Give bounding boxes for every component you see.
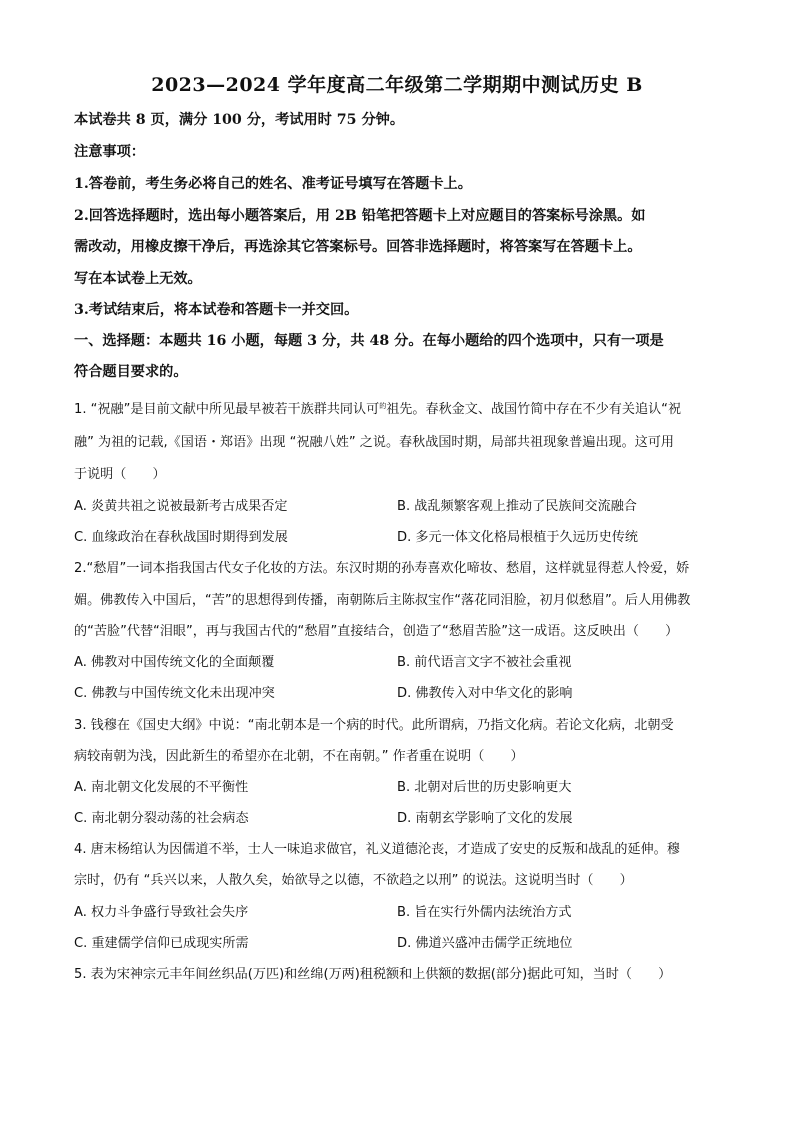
question-2-option-c: C. 佛教与中国传统文化未出现冲突 [74,686,275,701]
question-3-stem-line-1: 3. 钱穆在《国史大纲》中说：“南北朝本是一个病的时代。此所谓病，乃指文化病。若论文化病，北朝受 [74,718,674,733]
question-1-text-a: 1. “祝融”是目前文献中所见最早被若干族群共同认可 [74,402,380,417]
page-title: 2023—2024 学年度高二年级第二学期期中测试历史 B [151,74,643,96]
question-4-stem-line-2: 宗时，仍有 “兵兴以来，人散久矣，始欲导之以德，不欲趋之以刑” 的说法。这说明当时（ ） [74,873,633,888]
question-3-option-c: C. 南北朝分裂动荡的社会病态 [74,811,249,826]
question-2-stem-line-3: 的“苦脸”代替“泪眼”，再与我国古代的“愁眉”直接结合，创造了“愁眉苦脸”这一成语。这反映出（ ） [74,624,679,639]
notice-item-2-line-3: 写在本试卷上无效。 [74,271,202,287]
question-3-option-b: B. 北朝对后世的历史影响更大 [397,780,572,795]
section-1-heading-line-2: 符合题目要求的。 [74,364,188,380]
notice-item-2-line-2: 需改动，用橡皮擦干净后，再选涂其它答案标号。回答非选择题时，将答案写在答题卡上。 [74,239,642,255]
question-4-option-b: B. 旨在实行外儒内法统治方式 [397,905,572,920]
question-1-stem-line-2: 融” 为祖的记载,《国语・郑语》出现 “祝融八姓” 之说。春秋战国时期，局部共祖现象普遍出现。这可用 [74,435,675,450]
question-1-text-b: 祖先。春秋金文、战国竹简中存在不少有关追认“祝 [386,402,682,417]
section-1-heading-line-1: 一、选择题：本题共 16 小题，每题 3 分，共 48 分。在每小题给的四个选项中，只有一项是 [74,333,664,349]
question-1-option-a: A. 炎黄共祖之说被最新考古成果否定 [74,499,288,514]
question-1-small-char: 的 [379,402,387,410]
question-4-option-a: A. 权力斗争盛行导致社会失序 [74,905,249,920]
question-1-option-b: B. 战乱频繁客观上推动了民族间交流融合 [397,499,637,514]
question-2-stem-line-1: 2.“愁眉”一词本指我国古代女子化妆的方法。东汉时期的孙寿喜欢化啼妆、愁眉，这样就显得惹人怜爱，娇 [74,561,690,576]
question-4-option-c: C. 重建儒学信仰已成现实所需 [74,936,249,951]
notice-item-3: 3.考试结束后，将本试卷和答题卡一并交回。 [74,302,359,318]
question-1-stem-line-1 [74,398,724,417]
question-5-stem-line-1: 5. 表为宋神宗元丰年间丝织品(万匹)和丝绵(万两)租税额和上供额的数据(部分)据此可知，当时（ ） [74,967,672,982]
question-3-option-d: D. 南朝玄学影响了文化的发展 [397,811,573,826]
notice-item-2-line-1: 2.回答选择题时，选出每小题答案后，用 2B 铅笔把答题卡上对应题目的答案标号涂黑。如 [74,208,646,224]
question-1-option-d: D. 多元一体文化格局根植于久远历史传统 [397,530,638,545]
question-3-stem-line-2: 病较南朝为浅，因此新生的希望亦在北朝，不在南朝。” 作者重在说明（ ） [74,749,524,764]
notice-heading: 注意事项： [74,144,145,160]
question-3-option-a: A. 南北朝文化发展的不平衡性 [74,780,249,795]
question-2-stem-line-2: 媚。佛教传入中国后，“苦”的思想得到传播，南朝陈后主陈叔宝作“落花同泪脸，初月似愁眉”。后人用佛教 [74,593,691,608]
question-2-option-b: B. 前代语言文字不被社会重视 [397,655,572,670]
question-2-option-a: A. 佛教对中国传统文化的全面颠覆 [74,655,275,670]
notice-item-1: 1.答卷前，考生务必将自己的姓名、准考证号填写在答题卡上。 [74,176,472,192]
question-4-option-d: D. 佛道兴盛冲击儒学正统地位 [397,936,573,951]
question-1-stem-line-3: 于说明（ ） [74,467,166,482]
exam-info: 本试卷共 8 页，满分 100 分，考试用时 75 分钟。 [74,112,405,128]
question-4-stem-line-1: 4. 唐末杨绾认为因儒道不举，士人一味追求做官，礼义道德沦丧，才造成了安史的反叛和战乱的延伸。穆 [74,842,680,857]
question-2-option-d: D. 佛教传入对中华文化的影响 [397,686,573,701]
question-1-option-c: C. 血缘政治在春秋战国时期得到发展 [74,530,288,545]
